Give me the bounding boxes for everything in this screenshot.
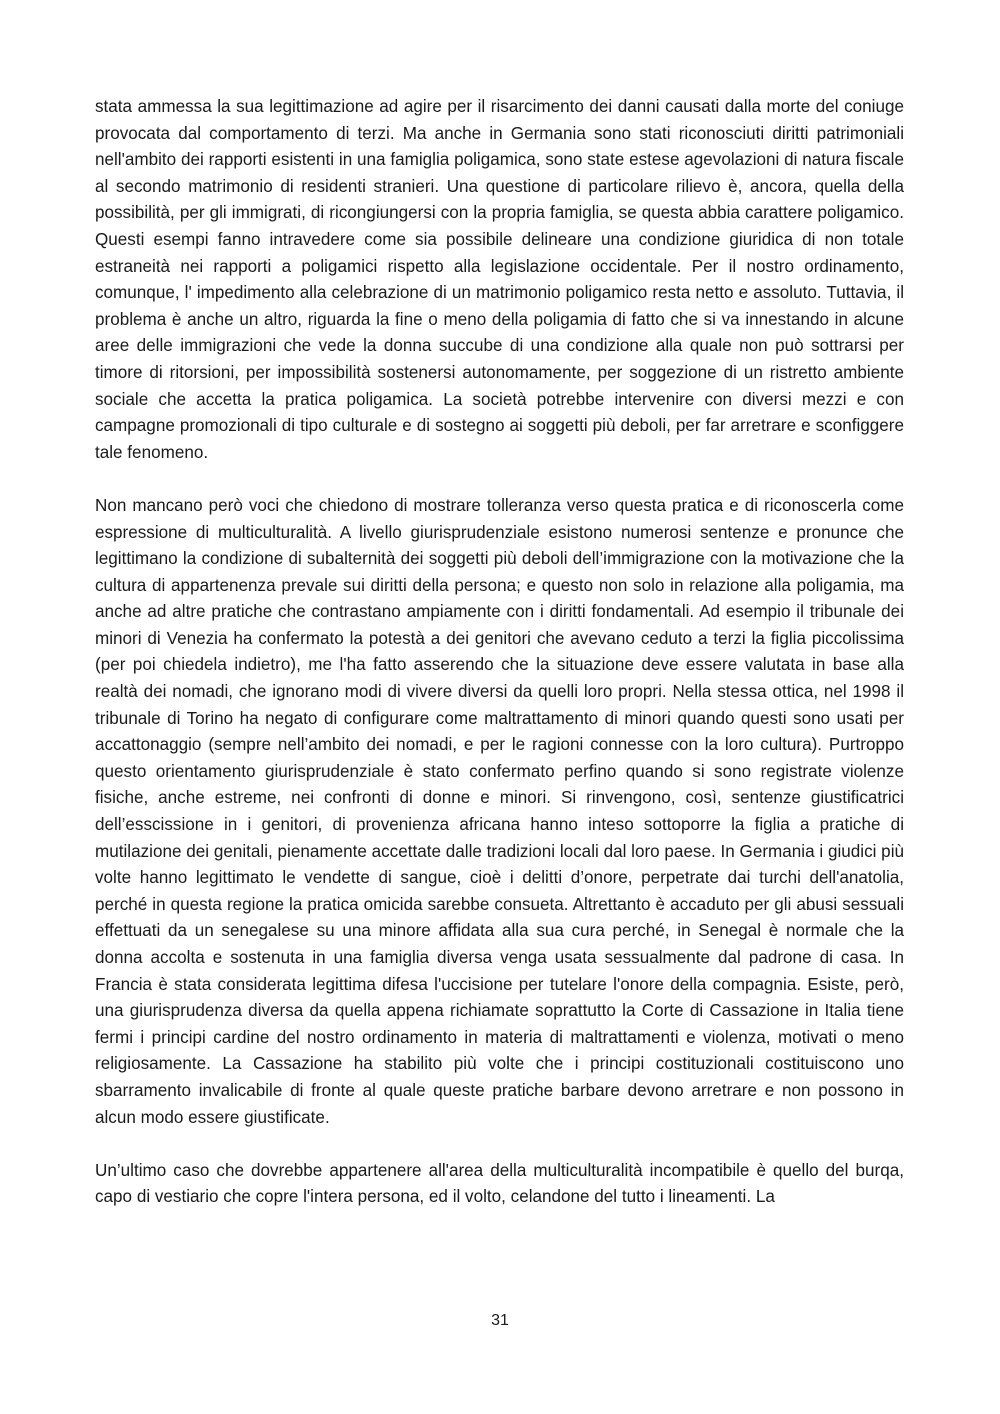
page-number: 31 xyxy=(491,1312,509,1329)
body-text xyxy=(95,94,904,1211)
paragraph-burqa: Un’ultimo caso che dovrebbe appartenere all'area della multiculturalità incompatibile è quello del burqa, capo di vestiario che copre l'intera persona, ed il volto, celandone del tutto i lineamenti. La xyxy=(95,1160,904,1207)
paragraph-multiculturalita: Non mancano però voci che chiedono di mostrare tolleranza verso questa pratica e di riconoscerla come espressione di multiculturalità. A livello giurisprudenziale esistono numerosi sentenze e pronunce che legittimano la condizione di subalternità dei soggetti più deboli dell’immigrazione con la motivazione che la cultura di appartenenza prevale sui diritti della persona; e questo non solo in relazione alla poligamia, ma anche ad altre pratiche che contrastano ampiamente con i diritti fondamentali. Ad esempio il tribunale dei minori di Venezia ha confermato la potestà a dei genitori che avevano ceduto a terzi la figlia piccolissima (per poi chiedela indietro), me l'ha fatto asserendo che la situazione deve essere valutata in base alla realtà dei nomadi, che ignorano modi di vivere diversi da quelli loro propri. Nella stessa ottica, nel 1998 il tribunale di Torino ha negato di configurare come maltrattamento di minori quando questi sono usati per accattonaggio (sempre nell’ambito dei nomadi, e per le ragioni connesse con la loro cultura). Purtroppo questo orientamento giurisprudenziale è stato confermato perfino quando si sono registrate violenze fisiche, anche estreme, nei confronti di donne e minori. Si rinvengono, così, sentenze giustificatrici dell’esscissione in i genitori, di provenienza africana hanno inteso sottoporre la figlia a pratiche di mutilazione dei genitali, pienamente accettate dalle tradizioni locali dal loro paese. In Germania i giudici più volte hanno legittimato le vendette di sangue, cioè i delitti d’onore, perpetrate dai turchi dell'anatolia, perché in questa regione la pratica omicida sarebbe consueta. Altrettanto è accaduto per gli abusi sessuali effettuati da un senegalese su una minore affidata alla sua cura perché, in Senegal è normale che la donna accolta e sostenuta in una famiglia diversa venga usata sessualmente dal padrone di casa. In Francia è stata considerata legittima difesa l'uccisione per tutelare l'onore della compagnia. Esiste, però, una giurisprudenza diversa da quella appena richiamate soprattutto la Corte di Cassazione in Italia tiene fermi i principi cardine del nostro ordinamento in materia di maltrattamenti e violenza, motivati o meno religiosamente. La Cassazione ha stabilito più volte che i principi costituzionali costituiscono uno sbarramento invalicabile di fronte al quale queste pratiche barbare devono arretrare e non possono in alcun modo essere giustificate. xyxy=(95,495,904,1127)
paragraph-poligamia: stata ammessa la sua legittimazione ad agire per il risarcimento dei danni causati dalla morte del coniuge provocata dal comportamento di terzi. Ma anche in Germania sono stati riconosciuti diritti patrimoniali nell'ambito dei rapporti esistenti in una famiglia poligamica, sono state estese agevolazioni di natura fiscale al secondo matrimonio di residenti stranieri. Una questione di particolare rilievo è, ancora, quella della possibilità, per gli immigrati, di ricongiungersi con la propria famiglia, se questa abbia carattere poligamico. Questi esempi fanno intravedere come sia possibile delineare una condizione giuridica di non totale estraneità nei rapporti a poligamici rispetto alla legislazione occidentale. Per il nostro ordinamento, comunque, l' impedimento alla celebrazione di un matrimonio poligamico resta netto e assoluto. Tuttavia, il problema è anche un altro, riguarda la fine o meno della poligamia di fatto che si va innestando in alcune aree delle immigrazioni che vede la donna succube di una condizione alla quale non può sottrarsi per timore di ritorsioni, per impossibilità sostenersi autonomamente, per soggezione di un ristretto ambiente sociale che accetta la pratica poligamica. La società potrebbe intervenire con diversi mezzi e con campagne promozionali di tipo culturale e di sostegno ai soggetti più deboli, per far arretrare e sconfiggere tale fenomeno. xyxy=(95,97,904,462)
